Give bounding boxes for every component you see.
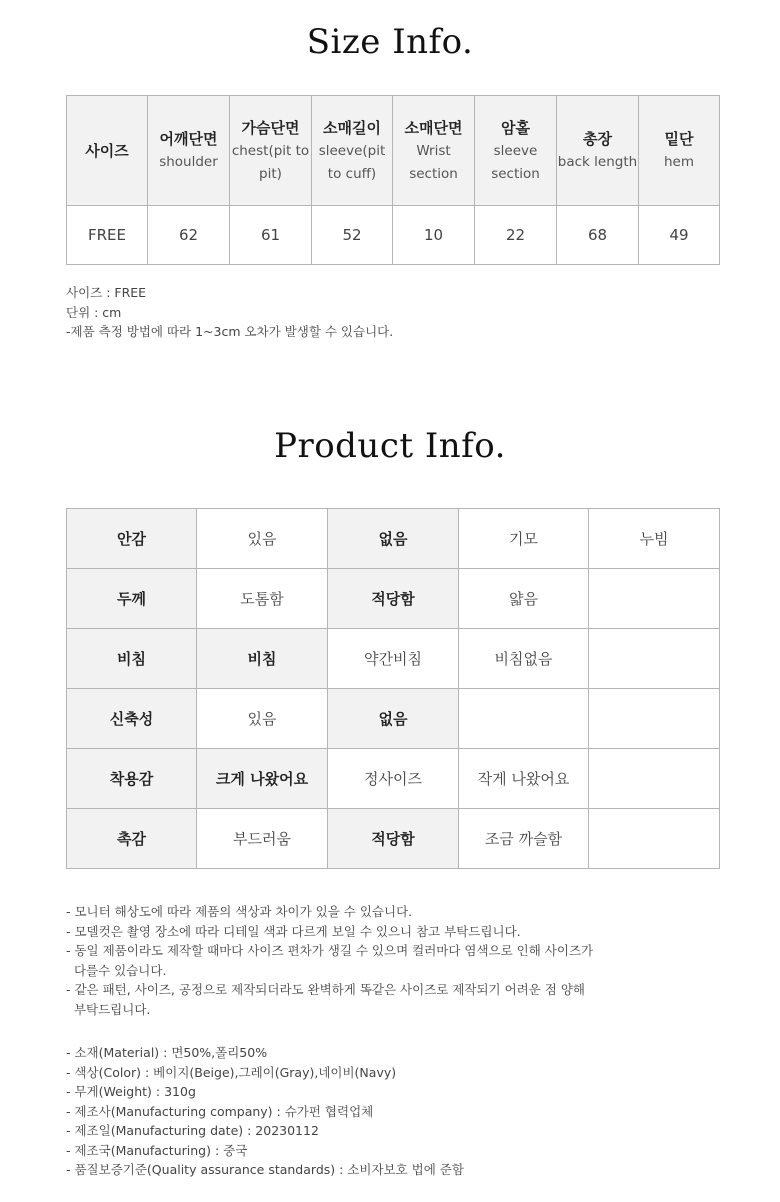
spec-line: - 제조일(Manufacturing date) : 20230112 bbox=[66, 1123, 319, 1138]
product-note-line: - 같은 패턴, 사이즈, 공정으로 제작되더라도 완벽하게 똑같은 사이즈로 제작되기 어려운 점 양해 bbox=[66, 982, 585, 997]
header-ko: 총장 bbox=[583, 130, 612, 148]
size-value-cell: FREE bbox=[67, 206, 148, 265]
product-attribute-option: 비침 bbox=[197, 629, 328, 689]
product-table-row bbox=[67, 629, 720, 689]
spec-line: - 무게(Weight) : 310g bbox=[66, 1084, 196, 1099]
product-table-row bbox=[67, 509, 720, 569]
product-attribute-option: 없음 bbox=[328, 689, 459, 749]
product-table bbox=[66, 508, 720, 869]
size-value-cell: 61 bbox=[230, 206, 312, 265]
product-attribute-label: 비침 bbox=[67, 629, 197, 689]
header-ko: 가슴단면 bbox=[241, 118, 300, 137]
header-en: chest(pit to pit) bbox=[231, 142, 310, 182]
product-attribute-option: 작게 나왔어요 bbox=[459, 749, 589, 809]
header-ko: 사이즈 bbox=[85, 141, 129, 160]
product-attribute-option: 정사이즈 bbox=[328, 749, 459, 809]
product-attribute-label: 신축성 bbox=[67, 689, 197, 749]
product-attribute-option: 조금 까슬함 bbox=[459, 809, 589, 869]
product-attribute-option: 있음 bbox=[197, 509, 328, 569]
product-attribute-label: 착용감 bbox=[67, 749, 197, 809]
product-note-line: - 모니터 해상도에 따라 제품의 색상과 차이가 있을 수 있습니다. bbox=[66, 904, 413, 919]
spec-line: - 품질보증기준(Quality assurance standards) : 소비자보호 법에 준함 bbox=[66, 1162, 464, 1177]
size-header-cell bbox=[475, 96, 557, 206]
product-attribute-option: 누빔 bbox=[589, 509, 720, 569]
size-value-cell: 10 bbox=[393, 206, 475, 265]
header-en: shoulder bbox=[159, 154, 218, 170]
header-en: sleeve(pit to cuff) bbox=[318, 142, 386, 182]
product-attribute-option: 크게 나왔어요 bbox=[197, 749, 328, 809]
product-attribute-option bbox=[589, 749, 720, 809]
size-note-line: -제품 측정 방법에 따라 1~3cm 오차가 발생할 수 있습니다. bbox=[66, 324, 394, 339]
size-header-cell bbox=[639, 96, 720, 206]
spec-line: - 제조사(Manufacturing company) : 슈가펀 협력업체 bbox=[66, 1103, 374, 1119]
product-note-line: 부탁드립니다. bbox=[66, 1001, 151, 1017]
size-notes bbox=[66, 283, 393, 342]
product-notes bbox=[66, 902, 593, 1019]
size-note-line: 단위 : cm bbox=[66, 304, 122, 320]
header-en: sleeve section bbox=[491, 142, 540, 182]
product-attribute-option: 없음 bbox=[328, 509, 459, 569]
product-attribute-option: 얇음 bbox=[459, 569, 589, 629]
product-attribute-option: 비침없음 bbox=[459, 629, 589, 689]
header-ko: 소매단면 bbox=[404, 118, 463, 137]
product-attribute-option bbox=[459, 689, 589, 749]
product-attribute-option bbox=[589, 629, 720, 689]
size-header-cell bbox=[557, 96, 639, 206]
header-en: Wrist section bbox=[409, 142, 458, 182]
product-info-title: Product Info. bbox=[274, 426, 506, 466]
size-value-cell: 22 bbox=[475, 206, 557, 265]
product-attribute-option bbox=[589, 809, 720, 869]
size-table-value-row bbox=[67, 206, 720, 265]
spec-line: - 색상(Color) : 베이지(Beige),그레이(Gray),네이비(Navy) bbox=[66, 1064, 397, 1080]
product-attribute-option: 기모 bbox=[459, 509, 589, 569]
size-header-cell bbox=[67, 96, 148, 206]
size-table-header-row bbox=[67, 96, 720, 206]
size-header-cell bbox=[148, 96, 230, 206]
size-header-cell bbox=[230, 96, 312, 206]
size-value-cell: 68 bbox=[557, 206, 639, 265]
product-attribute-option: 있음 bbox=[197, 689, 328, 749]
size-header-cell bbox=[393, 96, 475, 206]
product-table-row bbox=[67, 809, 720, 869]
header-ko: 어깨단면 bbox=[159, 130, 218, 148]
size-value-cell: 49 bbox=[639, 206, 720, 265]
header-ko: 소매길이 bbox=[323, 118, 381, 137]
product-attribute-option: 적당함 bbox=[328, 809, 459, 869]
product-attribute-option bbox=[589, 689, 720, 749]
product-table-row bbox=[67, 749, 720, 809]
product-table-row bbox=[67, 689, 720, 749]
product-note-line: 다를수 있습니다. bbox=[66, 962, 167, 978]
spec-list bbox=[66, 1043, 464, 1180]
product-table-row bbox=[67, 569, 720, 629]
size-table bbox=[66, 95, 720, 265]
product-attribute-option: 도톰함 bbox=[197, 569, 328, 629]
product-note-line: - 동일 제품이라도 제작할 때마다 사이즈 편차가 생길 수 있으며 컬러마다 염색으로 인해 사이즈가 bbox=[66, 943, 594, 958]
product-attribute-label: 두께 bbox=[67, 569, 197, 629]
header-ko: 밑단 bbox=[664, 130, 694, 148]
spec-line: - 제조국(Manufacturing) : 중국 bbox=[66, 1142, 248, 1158]
size-header-cell bbox=[312, 96, 393, 206]
product-attribute-option: 적당함 bbox=[328, 569, 459, 629]
header-en: hem bbox=[663, 154, 694, 170]
spec-line: - 소재(Material) : 면50%,폴리50% bbox=[66, 1045, 268, 1060]
product-attribute-label: 안감 bbox=[67, 509, 197, 569]
product-attribute-option: 부드러움 bbox=[197, 809, 328, 869]
size-info-title: Size Info. bbox=[306, 22, 474, 62]
product-attribute-label: 촉감 bbox=[67, 809, 197, 869]
product-attribute-option: 약간비침 bbox=[328, 629, 459, 689]
size-value-cell: 52 bbox=[312, 206, 393, 265]
product-attribute-option bbox=[589, 569, 720, 629]
size-note-line: 사이즈 : FREE bbox=[66, 285, 147, 300]
header-ko: 암홀 bbox=[501, 118, 530, 137]
size-value-cell: 62 bbox=[148, 206, 230, 265]
product-note-line: - 모델컷은 촬영 장소에 따라 디테일 색과 다르게 보일 수 있으니 참고 부탁드립니다. bbox=[66, 923, 521, 939]
header-en: back length bbox=[557, 154, 638, 170]
